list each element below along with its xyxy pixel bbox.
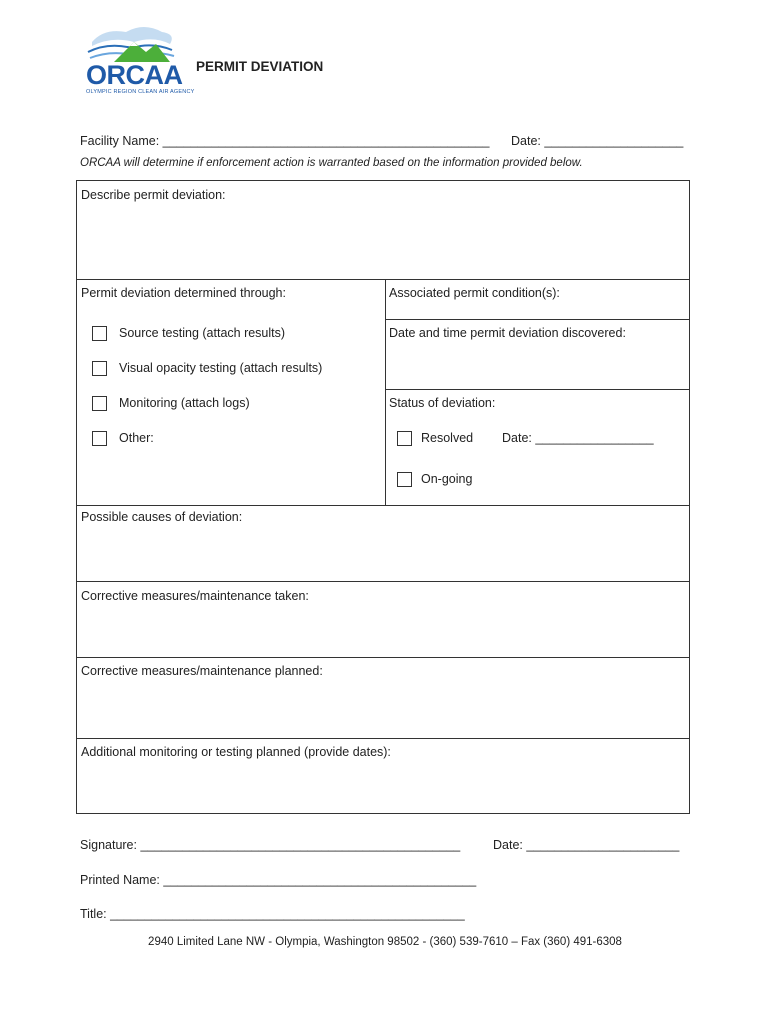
divider [385,389,689,390]
signature-field[interactable]: Signature: ______________________________________________ [80,838,461,852]
resolved-checkbox[interactable] [397,431,412,446]
facility-name-field[interactable]: Facility Name: _______________________________________________ [80,134,490,148]
describe-deviation-field[interactable]: Describe permit deviation: [81,188,226,202]
facility-date-field[interactable]: Date: ____________________ [511,134,684,148]
logo-subtitle: OLYMPIC REGION CLEAN AIR AGENCY [86,89,195,95]
other-checkbox[interactable] [92,431,107,446]
additional-monitoring-field[interactable]: Additional monitoring or testing planned (provide dates): [81,745,391,759]
logo-wordmark: ORCAA [86,60,183,90]
divider [77,505,689,506]
status-label: Status of deviation: [389,396,496,410]
divider [77,279,689,280]
measures-planned-field[interactable]: Corrective measures/maintenance planned: [81,664,323,678]
source-testing-label: Source testing (attach results) [119,326,286,340]
resolved-date-field[interactable]: Date: _________________ [502,431,654,445]
resolved-label: Resolved [421,431,474,445]
signature-date-field[interactable]: Date: ______________________ [493,838,680,852]
divider [385,279,386,505]
page-title: PERMIT DEVIATION [196,59,324,74]
visual-opacity-label: Visual opacity testing (attach results) [119,361,323,375]
divider [385,319,689,320]
other-label: Other: [119,431,154,445]
footer-address: 2940 Limited Lane NW - Olympia, Washington 98502 - (360) 539-7610 – Fax (360) 491-6308 [148,936,622,948]
possible-causes-field[interactable]: Possible causes of deviation: [81,510,243,524]
monitoring-label: Monitoring (attach logs) [119,396,250,410]
divider [77,581,689,582]
source-testing-checkbox[interactable] [92,326,107,341]
divider [77,657,689,658]
divider [77,738,689,739]
deviation-form [76,180,690,814]
title-field[interactable]: Title: ___________________________________________________ [80,907,465,921]
associated-conditions-field[interactable]: Associated permit condition(s): [389,286,560,300]
visual-opacity-checkbox[interactable] [92,361,107,376]
printed-name-field[interactable]: Printed Name: _____________________________________________ [80,873,477,887]
monitoring-checkbox[interactable] [92,396,107,411]
ongoing-checkbox[interactable] [397,472,412,487]
ongoing-label: On-going [421,472,473,486]
measures-taken-field[interactable]: Corrective measures/maintenance taken: [81,589,309,603]
date-discovered-field[interactable]: Date and time permit deviation discovered: [389,326,626,340]
enforcement-notice: ORCAA will determine if enforcement action is warranted based on the information provided below. [80,157,583,169]
determined-through-label: Permit deviation determined through: [81,286,286,300]
